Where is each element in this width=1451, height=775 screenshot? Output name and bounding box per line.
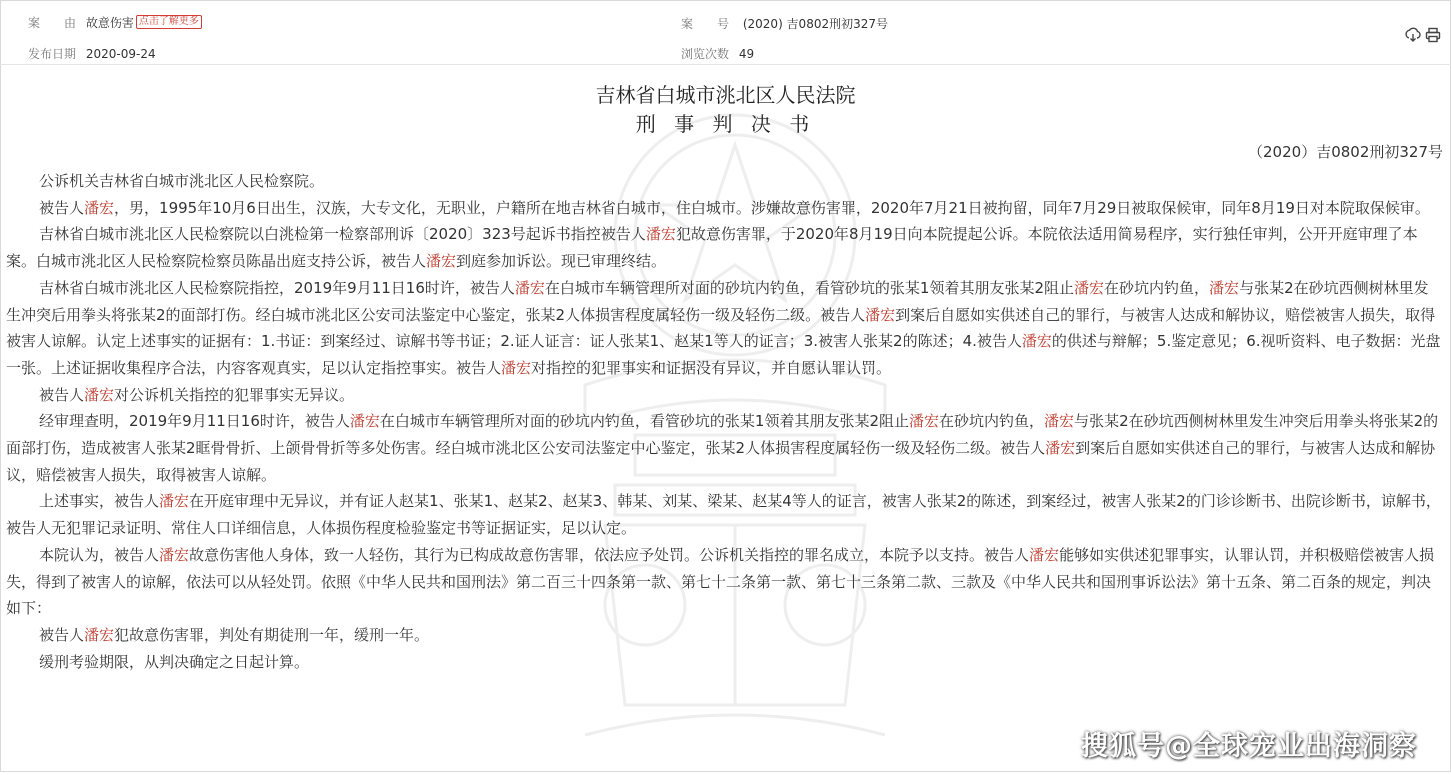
case-cause-row [28,14,202,32]
defendant-name-highlight: 潘宏 [1021,332,1052,351]
paragraph-text: 被告人 [39,625,85,644]
paragraph-text: 到庭参加诉讼。现已审理终结。 [456,252,667,271]
defendant-name-highlight: 潘宏 [1209,278,1240,297]
paragraph-text: 与张某2在砂坑西侧树林里发生冲突后用拳头将张某2的面部打伤，造成被害人张某2眶骨骨折、上颌骨骨折等多处伤害。经白城市洮北区公安司法鉴定中心鉴定，张某2人体损害程度属轻伤一级及轻伤二级。被告人 [6,412,1439,458]
paragraph [6,488,1442,541]
paragraph-text: 吉林省白城市洮北区人民检察院以白洮检第一检察部刑诉〔2020〕323号起诉书指控被告人 [39,225,646,244]
defendant-name-highlight: 潘宏 [84,198,115,217]
paragraph-text: 在砂坑内钓鱼， [1104,278,1210,297]
publish-date-value: 2020-09-24 [85,47,156,61]
publish-date-row [28,45,156,62]
paragraph-text: 在白城市车辆管理所对面的砂坑内钓鱼，看管砂坑的张某1领着其朋友张某2阻止 [544,278,1075,297]
paragraph-text: 在砂坑内钓鱼， [939,412,1045,431]
paragraph-text: 的供述与辩解；5.鉴定意见；6.视听资料、电子数据：光盘一张。上述证据收集程序合法，内容客观真实，足以认定指控事实。被告人 [6,332,1441,377]
defendant-name-highlight: 潘宏 [1029,545,1060,564]
defendant-name-highlight: 潘宏 [159,545,190,564]
defendant-name-highlight: 潘宏 [909,412,940,431]
paragraph-text: 犯故意伤害罪，判处有期徒刑一年，缓刑一年。 [114,625,430,644]
learn-more-button[interactable]: 点击了解更多 [136,15,202,29]
paragraph-text: 与张某2在砂坑西侧树林里发生冲突后用拳头将张某2的面部打伤。经白城市洮北区公安司法鉴定中心鉴定，张某2人体损害程度属轻伤一级及轻伤二级。被告人 [6,278,1429,324]
case-number-label: 案 号 [681,17,730,31]
paragraph-text: 上述事实，被告人 [39,492,160,511]
download-icon[interactable] [1405,27,1421,43]
defendant-name-highlight: 潘宏 [349,412,380,431]
document-type: 刑 事 判 决 书 [635,112,816,136]
defendant-name-highlight: 潘宏 [865,305,896,324]
case-cause-value: 故意伤害 [85,16,134,30]
paragraph [6,649,1442,676]
case-number-value: (2020) 吉0802刑初327号 [742,17,889,31]
paragraph-text: 公诉机关吉林省白城市洮北区人民检察院。 [39,172,325,190]
paragraph-text: ，男，1995年10月6日出生，汉族，大专文化，无职业，户籍所在地吉林省白城市，住白城市。涉嫌故意伤害罪，2020年7月21日被拘留，同年7月29日被取保候审，同年8月19日对本院取保候审。 [114,198,1430,217]
paragraph [6,382,1442,409]
paragraph-text: 在白城市车辆管理所对面的砂坑内钓鱼，看管砂坑的张某1领着其朋友张某2阻止 [379,412,910,431]
paragraph-text: 对公诉机关指控的犯罪事实无异议。 [114,385,355,404]
paragraph-text: 能够如实供述犯罪事实，认罪认罚，并积极赔偿被害人损失，得到了被害人的谅解，依法可以从轻处罚。依照《中华人民共和国刑法》第二百三十四条第一款、第七十二条第一款、第七十三条第二款、三款及《中华人民共和国刑事诉讼法》第十五条、第二百条的规定，判决如下： [6,545,1435,618]
paragraph-text: 到案后自愿如实供述自己的罪行，与被害人达成和解协议，赔偿被害人损失，取得被害人谅解。 [6,439,1436,484]
view-count-row [681,45,754,62]
paragraph [6,622,1442,649]
defendant-name-highlight: 潘宏 [501,358,532,377]
document-case-number: （2020）吉0802刑初327号 [1248,143,1443,161]
defendant-name-highlight: 潘宏 [84,385,115,404]
print-icon[interactable] [1425,27,1441,43]
view-count-label: 浏览次数 [681,47,730,61]
paragraph-text: 故意伤害他人身体，致一人轻伤，其行为已构成故意伤害罪，依法应予处罚。公诉机关指控的罪名成立，本院予以支持。被告人 [189,545,1030,564]
defendant-name-highlight: 潘宏 [645,225,676,244]
defendant-name-highlight: 潘宏 [1045,439,1076,458]
publish-date-label: 发布日期 [28,47,77,61]
paragraph-text: 对指控的犯罪事实和证据没有异议，并自愿认罪认罚。 [531,358,892,377]
case-number-row [681,15,888,32]
defendant-name-highlight: 潘宏 [1044,412,1075,431]
paragraph [6,168,1442,195]
paragraph-text: 缓刑考验期限，从判决确定之日起计算。 [39,652,310,671]
paragraph [6,275,1442,382]
paragraph-text: 被告人 [39,198,85,217]
paragraph-text: 被告人 [39,385,85,404]
source-watermark: 搜狐号@全球宠业出海洞察 [1081,731,1417,762]
court-name: 吉林省白城市洮北区人民法院 [595,83,856,107]
view-count-value: 49 [738,47,755,61]
paragraph [6,542,1442,622]
paragraph-text: 本院认为，被告人 [39,545,160,564]
defendant-name-highlight: 潘宏 [1074,278,1105,297]
paragraph-text: 在开庭审理中无异议，并有证人赵某1、张某1、赵某2、赵某3、韩某、刘某、梁某、赵某4等人的证言，被害人张某2的陈述，到案经过，被害人张某2的门诊诊断书、出院诊断书，谅解书，被告人无犯罪记录证明、常住人口详细信息，人体损伤程度检验鉴定书等证据证实，足以认定。 [6,492,1441,538]
defendant-name-highlight: 潘宏 [426,252,457,271]
case-cause-label: 案 由 [28,16,77,30]
paragraph-text: 到案后自愿如实供述自己的罪行，与被害人达成和解协议，赔偿被害人损失，取得被害人谅解。认定上述事实的证据有：1.书证：到案经过、谅解书等书证；2.证人证言：证人张某1、赵某1等人的证言；3.被害人张某2的陈述；4.被告人 [6,305,1436,351]
paragraph-text: 犯故意伤害罪，于2020年8月19日向本院提起公诉。本院依法适用简易程序，实行独任审判，公开开庭审理了本案。白城市洮北区人民检察院检察员陈晶出庭支持公诉，被告人 [6,225,1418,271]
paragraph [6,195,1442,222]
paragraph-text: 经审理查明，2019年9月11日16时许，被告人 [39,412,350,431]
paragraph [6,221,1442,274]
defendant-name-highlight: 潘宏 [84,625,115,644]
judgment-body [6,168,1442,675]
header-divider [0,64,1451,65]
defendant-name-highlight: 潘宏 [514,278,545,297]
paragraph [6,408,1442,488]
defendant-name-highlight: 潘宏 [159,492,190,511]
paragraph-text: 吉林省白城市洮北区人民检察院指控，2019年9月11日16时许，被告人 [39,278,515,297]
